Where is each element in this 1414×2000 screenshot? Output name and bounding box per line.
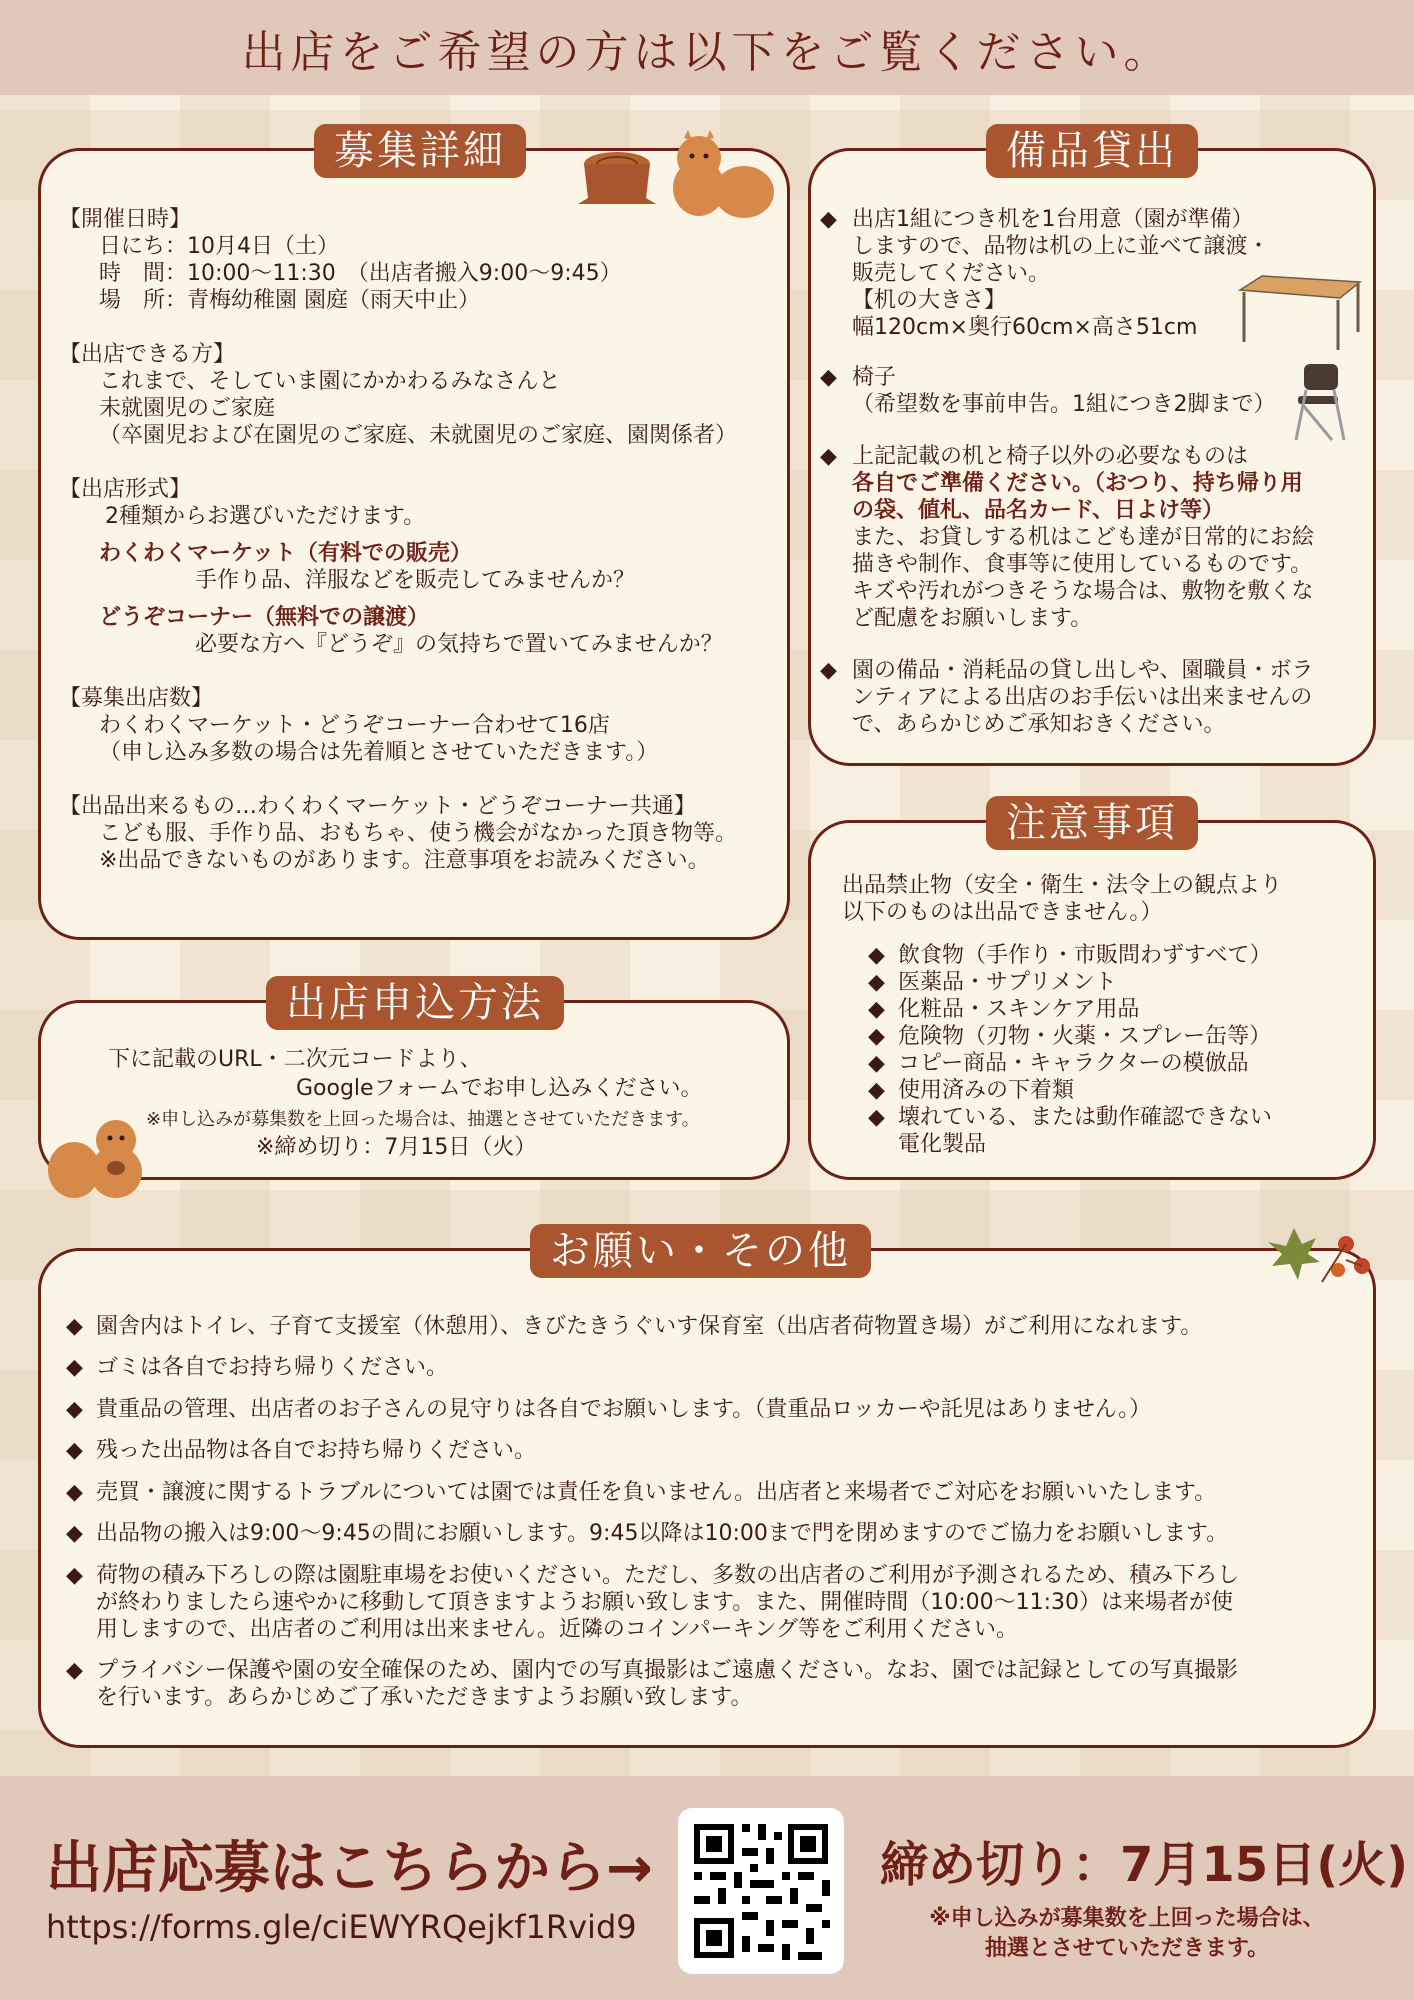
bullet-icon: ◆ bbox=[820, 658, 837, 683]
list-item: 化粧品・スキンケア用品 bbox=[898, 997, 1140, 1022]
bullet-icon: ◆ bbox=[820, 207, 837, 232]
other-line: ど配慮をお願いします。 bbox=[852, 606, 1093, 631]
recruit-tag: 募集詳細 bbox=[314, 124, 526, 178]
footer-deadline-note bbox=[892, 1904, 1362, 1964]
bullet-icon: ◆ bbox=[66, 1438, 83, 1463]
bullet-icon: ◆ bbox=[66, 1658, 83, 1683]
list-item: 残った出品物は各自でお持ち帰りください。 bbox=[96, 1438, 537, 1463]
apply-url-link[interactable]: https://forms.gle/ciEWYRQejkf1Rvid9 bbox=[46, 1908, 637, 1946]
items-line: こども服、手作り品、おもちゃ、使う機会がなかった頂き物等。 bbox=[99, 821, 738, 846]
who-line: 未就園児のご家庭 bbox=[99, 396, 276, 421]
date-day: 日にち：10月4日（土） bbox=[99, 234, 339, 259]
staff-line: ンティアによる出店のお手伝いは出来ませんの bbox=[852, 685, 1313, 710]
squirrel-icon bbox=[44, 1110, 156, 1206]
equipment-tag: 備品貸出 bbox=[986, 124, 1198, 178]
list-item: 荷物の積み下ろしの際は園駐車場をお使いください。ただし、多数の出店者のご利用が予測されるため、積み下ろし bbox=[96, 1563, 1240, 1588]
who-line: これまで、そしていま園にかかわるみなさんと bbox=[99, 369, 561, 394]
list-item: コピー商品・キャラクターの模倣品 bbox=[898, 1051, 1249, 1076]
table-line: しますので、品物は机の上に並べて譲渡・ bbox=[852, 234, 1270, 259]
deadline-note-line: 抽選とさせていただきます。 bbox=[984, 1936, 1270, 1961]
list-item: 貴重品の管理、出店者のお子さんの見守りは各自でお願いします。（貴重品ロッカーや託児はありません。） bbox=[96, 1397, 1152, 1422]
bullet-icon: ◆ bbox=[66, 1563, 83, 1588]
stump-icon bbox=[574, 150, 660, 208]
table-size: 幅120cm×奥行60cm×高さ51cm bbox=[852, 315, 1198, 340]
count-line: わくわくマーケット・どうぞコーナー合わせて16店 bbox=[99, 713, 610, 738]
list-item: プライバシー保護や園の安全確保のため、園内での写真撮影はご遠慮ください。なお、園では記録としての写真撮影 bbox=[96, 1658, 1239, 1683]
table-size-heading: 【机の大きさ】 bbox=[852, 288, 1007, 313]
apply-cta: 出店応募はこちらから→ bbox=[46, 1836, 653, 1901]
bullet-icon: ◆ bbox=[66, 1314, 83, 1339]
chair-icon bbox=[1292, 362, 1348, 442]
notes-intro: 出品禁止物（安全・衛生・法令上の観点より bbox=[842, 873, 1283, 898]
bullet-icon: ◆ bbox=[868, 997, 885, 1022]
other-tag: お願い・その他 bbox=[530, 1224, 871, 1278]
bullet-icon: ◆ bbox=[868, 970, 885, 995]
list-item: ゴミは各自でお持ち帰りください。 bbox=[96, 1355, 449, 1380]
bullet-icon: ◆ bbox=[868, 943, 885, 968]
squirrel-icon bbox=[654, 128, 780, 224]
recruit-body bbox=[59, 206, 737, 874]
staff-line: 園の備品・消耗品の貸し出しや、園職員・ボラ bbox=[852, 658, 1314, 683]
table-icon bbox=[1236, 272, 1364, 352]
bullet-icon: ◆ bbox=[66, 1397, 83, 1422]
count-line: （申し込み多数の場合は先着順とさせていただきます。） bbox=[99, 740, 659, 765]
bullet-icon: ◆ bbox=[868, 1024, 885, 1049]
douzo-desc: 必要な方へ『どうぞ』の気持ちで置いてみませんか？ bbox=[195, 632, 723, 657]
list-item: 用しますので、出店者のご利用は出来ません。近隣のコインパーキング等をご利用ください。 bbox=[96, 1617, 1019, 1642]
chair-line: 椅子 bbox=[852, 365, 897, 390]
market-title: わくわくマーケット（有料での販売） bbox=[99, 541, 472, 566]
apply-tag: 出店申込方法 bbox=[266, 976, 564, 1030]
list-item: 壊れている、または動作確認できない bbox=[898, 1105, 1273, 1130]
recruit-section bbox=[38, 148, 790, 940]
bullet-icon: ◆ bbox=[66, 1355, 83, 1380]
page-title: 出店をご希望の方は以下をご覧ください。 bbox=[241, 26, 1173, 78]
bullet-icon: ◆ bbox=[868, 1051, 885, 1076]
header-bar bbox=[0, 0, 1414, 95]
bullet-icon: ◆ bbox=[868, 1105, 885, 1130]
bullet-icon: ◆ bbox=[820, 365, 837, 390]
who-line: （卒園児および在園児のご家庭、未就園児のご家庭、園関係者） bbox=[99, 423, 738, 448]
staff-line: で、あらかじめご承知おきください。 bbox=[852, 712, 1226, 737]
bullet-icon: ◆ bbox=[868, 1078, 885, 1103]
list-item: 園舎内はトイレ、子育て支援室（休憩用）、きびたきうぐいす保育室（出店者荷物置き場）がご利用になれます。 bbox=[96, 1314, 1203, 1339]
other-line: の袋、値札、品名カード、日よけ等） bbox=[852, 498, 1225, 523]
other-line: キズや汚れがつきそうな場合は、敷物を敷くな bbox=[852, 579, 1314, 604]
list-item: 出品物の搬入は9:00〜9:45の間にお願いします。9:45以降は10:00まで門を閉めますのでご協力をお願いします。 bbox=[96, 1521, 1229, 1546]
autumn-leaves-icon bbox=[1262, 1220, 1380, 1290]
list-item: 危険物（刃物・火薬・スプレー缶等） bbox=[898, 1024, 1272, 1049]
table-line: 出店1組につき机を1台用意（園が準備） bbox=[852, 207, 1254, 232]
notes-intro: 以下のものは出品できません。） bbox=[842, 900, 1163, 925]
items-heading: 【出品出来るもの…わくわくマーケット・どうぞコーナー共通】 bbox=[59, 794, 696, 819]
who-heading: 【出店できる方】 bbox=[59, 342, 236, 367]
list-item: 売買・譲渡に関するトラブルについては園では責任を負いません。出店者と来場者でご対応をお願いいたします。 bbox=[96, 1480, 1217, 1505]
form-heading: 【出店形式】 bbox=[59, 477, 192, 502]
deadline-note-line: ※申し込みが募集数を上回った場合は、 bbox=[929, 1906, 1325, 1931]
apply-line: Googleフォームでお申し込みください。 bbox=[296, 1076, 703, 1101]
items-line: ※出品できないものがあります。注意事項をお読みください。 bbox=[99, 848, 710, 873]
list-item: 飲食物（手作り・市販問わずすべて） bbox=[898, 943, 1272, 968]
list-item: が終わりましたら速やかに移動して頂きますようお願い致します。また、開催時間（10:00〜11:30）は来場者が使 bbox=[96, 1590, 1234, 1615]
date-place: 場 所：青梅幼稚園 園庭（雨天中止） bbox=[99, 288, 480, 313]
list-item: 使用済みの下着類 bbox=[898, 1078, 1075, 1103]
qr-code-icon bbox=[678, 1808, 844, 1974]
date-heading: 【開催日時】 bbox=[59, 207, 192, 232]
count-heading: 【募集出店数】 bbox=[59, 686, 214, 711]
apply-line: 下に記載のURL・二次元コードより、 bbox=[108, 1047, 482, 1072]
qr-code[interactable] bbox=[678, 1808, 844, 1974]
list-item: 電化製品 bbox=[898, 1132, 987, 1157]
other-line: 各自でご準備ください。（おつり、持ち帰り用 bbox=[852, 471, 1303, 496]
other-line: また、お貸しする机はこども達が日常的にお絵 bbox=[852, 525, 1315, 550]
market-desc: 手作り品、洋服などを販売してみませんか？ bbox=[195, 568, 636, 593]
notes-tag: 注意事項 bbox=[986, 796, 1198, 850]
footer-deadline: 締め切り：7月15日(火) bbox=[880, 1837, 1409, 1893]
bullet-icon: ◆ bbox=[820, 444, 837, 469]
apply-deadline: ※締め切り：7月15日（火） bbox=[256, 1135, 537, 1160]
bullet-icon: ◆ bbox=[66, 1480, 83, 1505]
date-time: 時 間：10:00〜11:30 （出店者搬入9:00〜9:45） bbox=[99, 261, 622, 286]
douzo-title: どうぞコーナー（無料での譲渡） bbox=[99, 605, 430, 630]
other-line: 描きや制作、食事等に使用しているものです。 bbox=[852, 552, 1313, 577]
chair-line: （希望数を事前申告。1組につき2脚まで） bbox=[852, 392, 1276, 417]
bullet-icon: ◆ bbox=[66, 1521, 83, 1546]
list-item: を行います。あらかじめご了承いただきますようお願い致します。 bbox=[96, 1685, 753, 1710]
table-line: 販売してください。 bbox=[852, 261, 1051, 286]
list-item: 医薬品・サプリメント bbox=[898, 970, 1117, 995]
other-line: 上記記載の机と椅子以外の必要なものは bbox=[852, 444, 1249, 469]
form-intro: 2種類からお選びいただけます。 bbox=[105, 504, 426, 529]
apply-note: ※申し込みが募集数を上回った場合は、抽選とさせていただきます。 bbox=[146, 1109, 700, 1130]
